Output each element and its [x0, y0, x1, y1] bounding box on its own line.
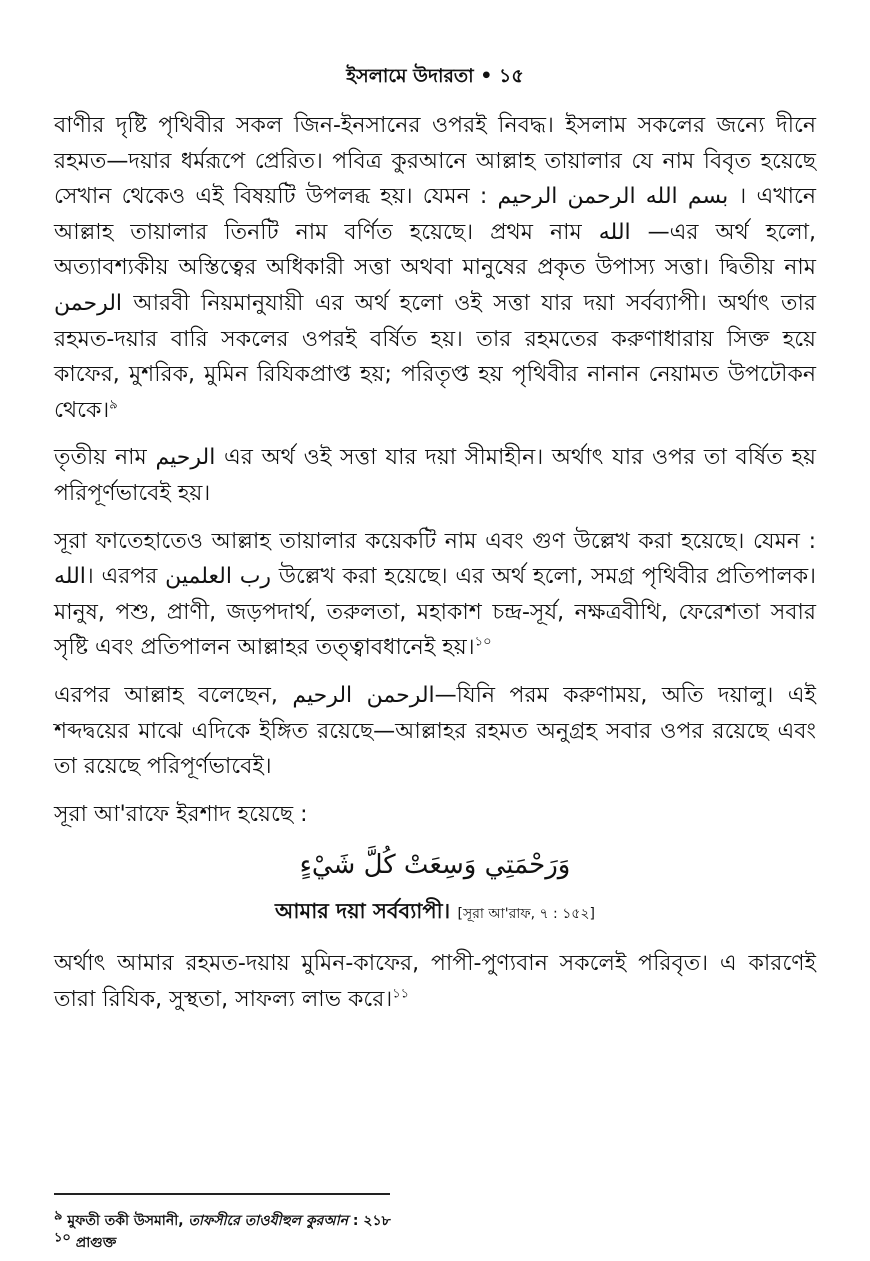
footnote-ref: ৯: [109, 397, 118, 413]
paragraph-3: সূরা ফাতেহাতেও আল্লাহ তায়ালার কয়েকটি নাম এবং গুণ উল্লেখ করা হয়েছে। যেমন : الله। এরপর رب العلمين উল্লেখ করা হয়েছে। এর অর্থ হলো, সমগ্র পৃথিবীর প্রতিপালক। মানুষ, পশু, প্রাণী, জড়পদার্থ, তরুলতা, মহাকাশ চন্দ্র-সূর্য, নক্ষত্রবীথি, ফেরেশতা সবার সৃষ্টি এবং প্রতিপালন আল্লাহর তত্ত্বাবধানেই হয়।$^{১০}$: [54, 528, 816, 661]
paragraph-4: এরপর আল্লাহ বলেছেন, الرحمن الرحيم—যিনি পরম করুণাময়, অতি দয়ালু। এই শব্দদ্বয়ের মাঝে এদিকে ইঙ্গিত রয়েছে—আল্লাহর রহমত অনুগ্রহ সবার ওপর রয়েছে এবং তা রয়েছে পরিপূর্ণভাবেই।: [54, 682, 816, 780]
arabic-phrase: الله: [54, 564, 86, 590]
footnote-10: $^{১০}$ প্রাগুক্ত: [54, 1230, 117, 1251]
quran-verse: وَرَحْمَتِي وَسِعَتْ كُلَّ شَيْءٍ: [299, 850, 571, 881]
paragraph-1: বাণীর দৃষ্টি পৃথিবীর সকল জিন-ইনসানের ওপরই নিবদ্ধ। ইসলাম সকলের জন্যে দীনে রহমত—দয়ার ধর্মরূপে প্রেরিত। পবিত্র কুরআনে আল্লাহ তায়ালার যে নাম বিবৃত হয়েছে সেখান থেকেও এই বিষয়টি উপলব্ধ হয়। যেমন : بسم الله الرحمن الرحيم । এখানে আল্লাহ তায়ালার তিনটি নাম বর্ণিত হয়েছে। প্রথম নাম الله —এর অর্থ হলো, অত্যাবশ্যকীয় অস্তিত্বের অধিকারী সত্তা অথবা মানুষের প্রকৃত উপাস্য সত্তা। দ্বিতীয় নাম الرحمن আরবী নিয়মানুযায়ী এর অর্থ হলো ওই সত্তা যার দয়া সর্বব্যাপী। অর্থাৎ তার রহমত-দয়ার বারি সকলের ওপরই বর্ষিত হয়। তার রহমতের করুণাধারায় সিক্ত হয়ে কাফের, মুশরিক, মুমিন রিযিকপ্রাপ্ত হয়; পরিতৃপ্ত হয় পৃথিবীর নানান নেয়ামত উপঢৌকন থেকে।$^৯$: [54, 113, 817, 423]
footnote-ref: ১১: [392, 986, 410, 1002]
main-text: [54, 108, 816, 1030]
arabic-phrase: الرحيم: [155, 445, 216, 471]
arabic-phrase: الرحمن: [54, 290, 123, 316]
running-header: ইসলামে উদারতা • ১৫: [346, 65, 524, 87]
arabic-phrase: رب العلمين: [165, 564, 272, 590]
footnote-9: $^৯$ মুফতী তকী উসমানী, তাফসীরে তাওযীহুল কুরআন : ২১৮: [54, 1208, 391, 1229]
footnotes: [54, 1210, 814, 1254]
footnote-divider: [54, 1193, 390, 1195]
paragraph-5: সূরা আ'রাফে ইরশাদ হয়েছে :: [54, 801, 308, 827]
paragraph-6: অর্থাৎ আমার রহমত-দয়ায় মুমিন-কাফের, পাপী-পুণ্যবান সকলেই পরিবৃত। এ কারণেই তারা রিযিক, সুস্থতা, সাফল্য লাভ করে।$^{১১}$: [54, 951, 816, 1013]
paragraph-2: তৃতীয় নাম الرحيم এর অর্থ ওই সত্তা যার দয়া সীমাহীন। অর্থাৎ যার ওপর তা বর্ষিত হয় পরিপূর্ণভাবেই হয়।: [54, 445, 816, 506]
arabic-phrase: بسم الله الرحمن الرحيم: [497, 184, 729, 210]
footnote-ref: ১০: [474, 634, 492, 650]
verse-reference: [সূরা আ'রাফ, ৭ : ১৫২]: [457, 905, 595, 922]
verse-translation: আমার দয়া সর্বব্যাপী। [সূরা আ'রাফ, ৭ : ১৫২]: [275, 898, 595, 923]
arabic-phrase: الله: [598, 219, 631, 245]
arabic-phrase: الرحمن الرحيم: [292, 682, 435, 708]
